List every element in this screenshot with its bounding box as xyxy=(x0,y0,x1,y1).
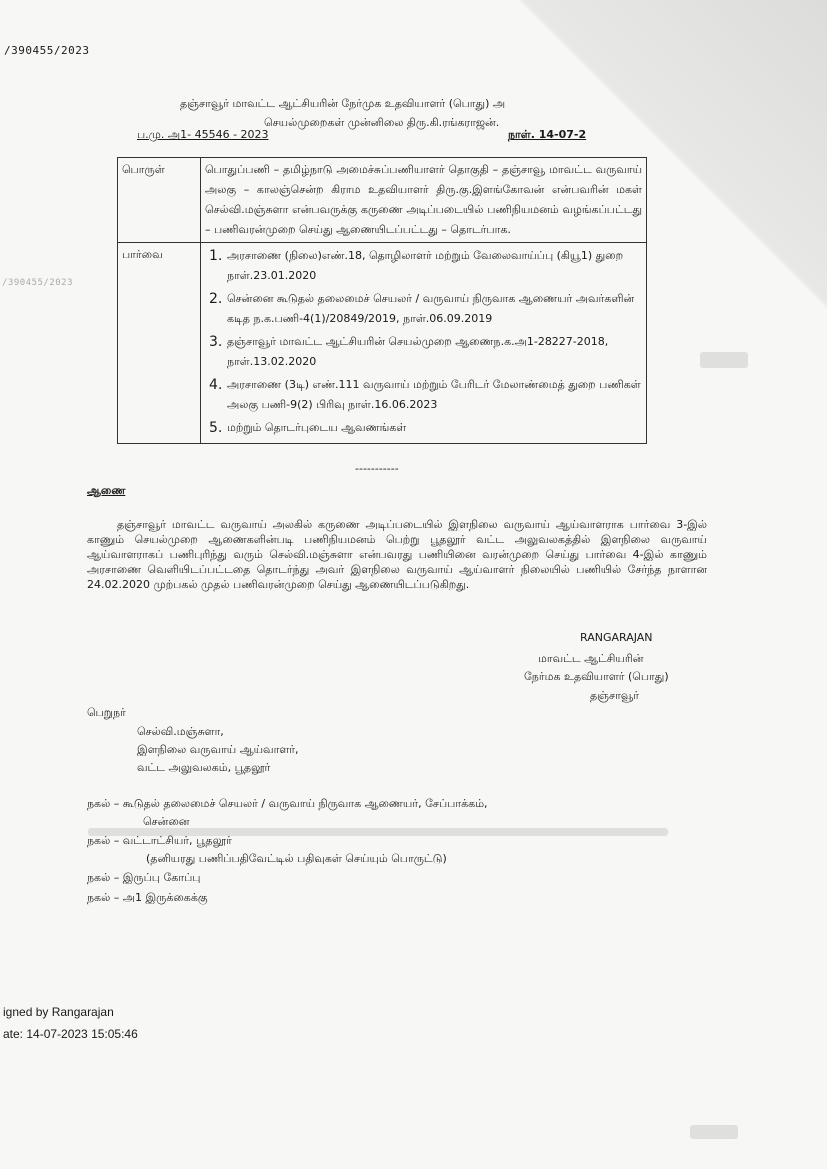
subject-text: பொதுப்பணி – தமிழ்நாடு அமைச்சுப்பணியாளர் தொகுதி – தஞ்சாவூ மாவட்ட வருவாய் அலகு – காலஞ்சென்ற கிராம உதவியாளர் திரு.கு.இளங்கோவன் என்பவரின் மகள் செல்வி.மஞ்சுளா என்பவருக்கு கருணை அடிப்படையில் பணிநியமனம் வழங்கப்பட்டது – பணிவரன்முறை செய்து ஆணையிடப்பட்டது – தொடர்பாக. xyxy=(201,158,647,243)
faint-stamp-id: /390455/2023 xyxy=(2,278,74,288)
header-line-2: செயல்முறைகள் முன்னிலை திரு.கி.ரங்கராஜன். xyxy=(264,116,500,129)
subject-label: பொருள் xyxy=(118,158,201,243)
signatory-line-1: மாவட்ட ஆட்சியரின் xyxy=(538,652,644,665)
stamp-id: /390455/2023 xyxy=(4,44,90,57)
header-line-1: தஞ்சாவூர் மாவட்ட ஆட்சியரின் நேர்முக உதவியாளர் (பொது) அ xyxy=(180,97,506,110)
scan-mark xyxy=(690,1125,738,1139)
reference-item: 1. அரசாணை (நிலை)எண்.18, தொழிலாளர் மற்றும் வேலைவாய்ப்பு (கியூ1) துறை நாள்.23.01.2020 xyxy=(209,248,624,282)
digital-signature-date: ate: 14-07-2023 15:05:46 xyxy=(3,1027,138,1041)
copy-line-1b: சென்னை xyxy=(143,815,190,828)
reference-list xyxy=(205,246,642,438)
scan-mark xyxy=(700,352,748,368)
recipient-line-3: வட்ட அலுவலகம், பூதலூர் xyxy=(137,761,271,774)
reference-row xyxy=(118,243,647,444)
recipient-label: பெறுநர் xyxy=(87,706,126,719)
copy-line-2-note: (தனியரது பணிப்பதிவேட்டில் பதிவுகள் செய்யும் பொருட்டு) xyxy=(146,852,447,865)
copy-line-3: நகல் – இருப்பு கோப்பு xyxy=(87,871,201,884)
subject-row xyxy=(118,158,647,243)
separator-line: ----------- xyxy=(355,462,399,475)
copy-line-2: நகல் – வட்டாட்சியர், பூதலூர் xyxy=(87,834,232,847)
reference-item: 2. சென்னை கூடுதல் தலைமைச் செயலர் / வருவாய் நிருவாக ஆணையர் அவர்களின் கடித ந.க.பணி-4(1)/20849/2019, நாள்.06.09.2019 xyxy=(209,291,635,325)
recipient-line-1: செல்வி.மஞ்சுளா, xyxy=(137,725,224,738)
order-body: தஞ்சாவூர் மாவட்ட வருவாய் அலகில் கருணை அடிப்படையில் இளநிலை வருவாய் ஆய்வாளராக பார்வை 3-இல் காணும் செயல்முறை ஆணைகளின்படி பணிநியமனம் பெற்று பூதலூர் வட்ட அலுவலகத்தில் இளநிலை வருவாய் ஆய்வாளராகப் பணிபுரிந்து வரும் செல்வி.மஞ்சுளா என்பவரது பணியினை வரன்முறை செய்து பார்வை 4-இல் காணும் அரசாணை வெளியிடப்பட்டதை தொடர்ந்து அவர் இளநிலை வருவாய் ஆய்வாளர் நிலையில் பணியில் சேர்ந்த நாளான 24.02.2020 முற்பகல் முதல் பணிவரன்முறை செய்து ஆணையிடப்படுகிறது. xyxy=(87,518,707,591)
reference-list-cell xyxy=(201,243,647,444)
reference-label: பார்வை xyxy=(118,243,201,444)
order-date: நாள். 14-07-2 xyxy=(508,128,587,141)
reference-item: 3. தஞ்சாவூர் மாவட்ட ஆட்சியரின் செயல்முறை ஆணைந.க.அ1-28227-2018, நாள்.13.02.2020 xyxy=(209,334,609,368)
reference-item: 5. மற்றும் தொடர்புடைய ஆவணங்கள் xyxy=(209,420,407,436)
copy-line-1: நகல் – கூடுதல் தலைமைச் செயலர் / வருவாய் நிருவாக ஆணையர், சேப்பாக்கம், xyxy=(87,797,488,810)
signatory-line-2: நேர்மக உதவியாளர் (பொது) xyxy=(524,670,669,683)
file-number: ப.மு. அ1- 45546 - 2023 xyxy=(137,128,269,141)
copy-line-4: நகல் – அ1 இருக்கைக்கு xyxy=(87,891,208,904)
recipient-line-2: இளநிலை வருவாய் ஆய்வாளர், xyxy=(137,743,299,756)
signatory-name: RANGARAJAN xyxy=(580,631,653,644)
signatory-line-3: தஞ்சாவூர் xyxy=(590,689,639,702)
order-heading: ஆணை xyxy=(87,484,126,497)
subject-reference-table xyxy=(117,157,647,444)
digital-signature-name: igned by Rangarajan xyxy=(3,1005,114,1019)
reference-item: 4. அரசாணை (3டி) எண்.111 வருவாய் மற்றும் பேரிடர் மேலாண்மைத் துறை பணிகள் அலகு பணி-9(2) பிரிவு நாள்.16.06.2023 xyxy=(209,377,641,411)
